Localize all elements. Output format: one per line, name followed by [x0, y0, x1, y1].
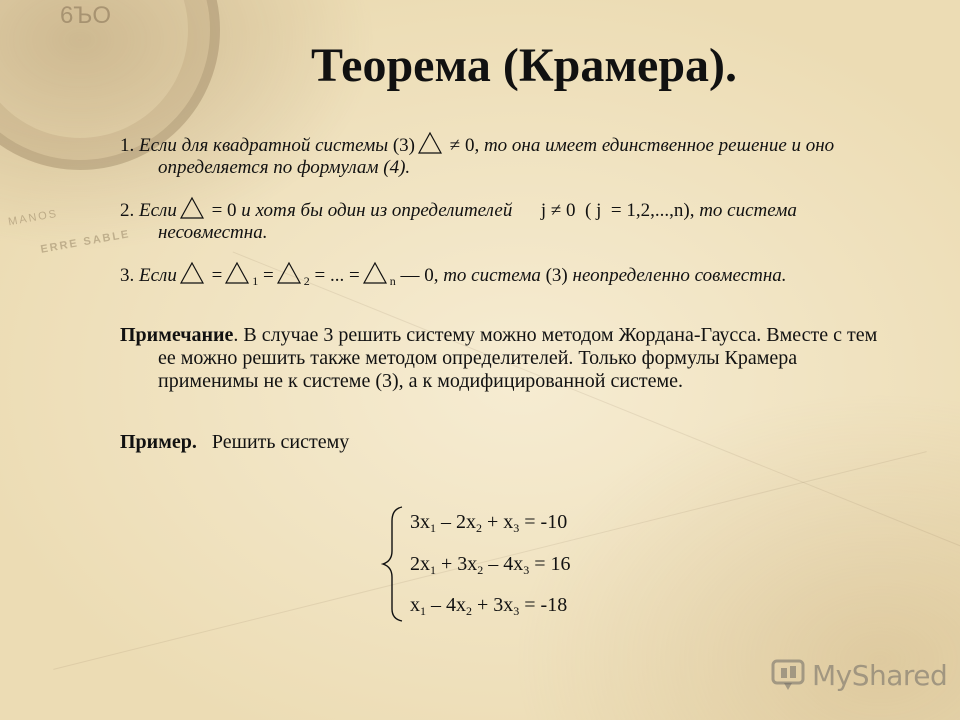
- map-lettering: MANOS: [7, 207, 60, 229]
- subscript: 2: [303, 274, 310, 288]
- theorem-item-3: [120, 261, 878, 292]
- item-text: = 0: [206, 200, 242, 221]
- delta-icon: [276, 261, 302, 285]
- example-text: Решить систему: [211, 431, 350, 453]
- item-number: 1.: [120, 135, 139, 156]
- equation-3: $x_1 - 4x_2 + 3x_3 = -18$: [410, 594, 568, 618]
- item-text: то система несовместна.: [158, 200, 797, 243]
- delta-icon: [179, 261, 205, 285]
- item-text: неопределенно совместна.: [572, 265, 787, 286]
- delta-icon: [417, 131, 443, 155]
- item-number: 2.: [120, 200, 139, 221]
- item-text: = ... =: [309, 265, 360, 286]
- item-text: ≠ 0,: [445, 135, 484, 156]
- equation-2: $2x_1 + 3x_2 - 4x_3 = 16$: [410, 553, 571, 577]
- example-paragraph: [120, 431, 878, 454]
- item-text: (3): [392, 135, 416, 156]
- slide-title: Теорема (Крамера).: [310, 39, 738, 92]
- delta-icon: [179, 196, 205, 220]
- note-text: . В случае 3 решить систему можно методом Жордана-Гаусса. Вместе с тем ее можно решить также методом определителей. Только формулы Крамера применимы не к системе (3), а к модифицированной системе.: [158, 324, 878, 392]
- item-text: то она имеет единственное решение и оно определяется по формулам (4).: [158, 135, 835, 178]
- item-number: 3.: [120, 265, 139, 286]
- theorem-item-2: [120, 196, 878, 244]
- subscript: 1: [252, 274, 259, 288]
- theorem-item-1: [120, 131, 878, 179]
- myshared-logo: [770, 656, 947, 694]
- item-text: и хотя бы один из определителей: [241, 200, 513, 221]
- equation-system: [380, 505, 640, 620]
- item-text: Если: [139, 200, 177, 221]
- note-label: Примечание: [120, 324, 234, 346]
- shared-logo-icon: [770, 658, 806, 692]
- map-lettering: ERRE SABLE: [39, 228, 132, 256]
- delta-icon: [224, 261, 250, 285]
- left-brace-icon: [380, 505, 406, 623]
- item-text: j ≠ 0 ( j = 1,2,...,n),: [512, 200, 700, 221]
- item-text: — 0,: [395, 265, 444, 286]
- delta-icon: [362, 261, 388, 285]
- subscript: n: [389, 274, 396, 288]
- item-text: =: [258, 265, 274, 286]
- item-text: =: [206, 265, 223, 286]
- logo-text: MyShared: [812, 658, 948, 692]
- item-text: Если: [139, 265, 177, 286]
- example-label: Пример.: [120, 431, 197, 453]
- item-text: Если для квадратной системы: [139, 135, 393, 156]
- equation-1: $3x_1 - 2x_2 + x_3 = -10$: [410, 511, 568, 535]
- note-paragraph: [120, 324, 878, 393]
- item-text: то система: [443, 265, 546, 286]
- item-text: (3): [545, 265, 573, 286]
- compass-numerals: 6ЪО: [60, 2, 112, 29]
